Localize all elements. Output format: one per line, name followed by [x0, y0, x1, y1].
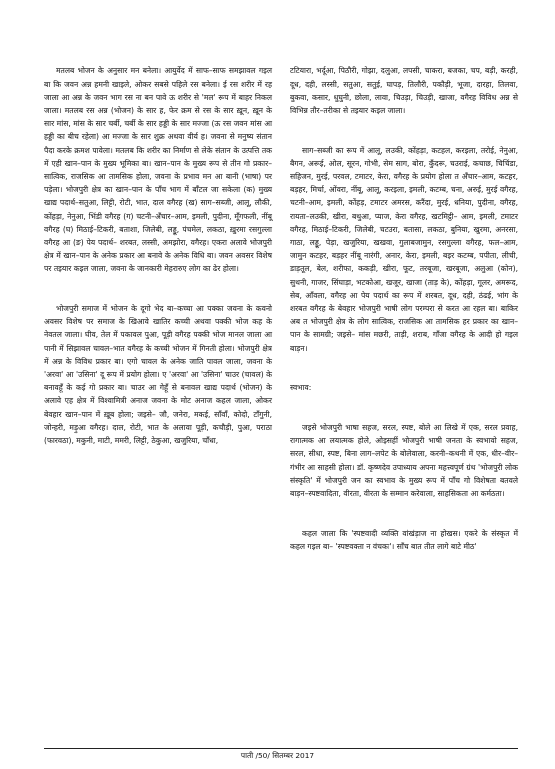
- left-column: [44, 38, 272, 474]
- section-heading: स्वभाव:: [290, 383, 312, 393]
- paragraph: टटियारा, भर्दूआ, पिठौरी, गोझा, दलुआ, लपसी, चाकरा, बजका, चप, बड़ी, करही, दूध, दही, लस्सी, सतुआ, सतुई, घापड़, तिलौरी, पकौड़ी, भूजा, दारहा, तिलवा, बुकवा, कसार, धुघुनी, छोला, लावा, चिउड़ा, चिउड़ी, खाजा, वगैरह विविध अन्न से विभिन्न तौर–तरीका से तइयार कइल जाला।: [290, 66, 518, 116]
- page-footer: पाती /50/ सितम्बर 2017: [240, 751, 315, 760]
- right-column: [290, 38, 518, 579]
- paragraph: भोजपुरी समाज में भोजन के दूगो भेद बा–कच्चा आ पक्का जवना के कवनो अवसर विशेष पर समाज के खिआवे खातिर कच्ची अथवा पक्की भोज कह के नेवतल जाला। घीव, तेल में पकावल पुआ, पूड़ी वगैरह पक्की भोज मानल जाला आ पानी में सिझावल चावल–भात वगैरह के कच्ची भोजन में गिनती होला। भोजपुरी क्षेत्र में अन्न के विविध प्रकार बा। एगो चावल के अनेक जाति पावल जाला, जवना के 'अरवा' आ 'उसिना' दू रूप में प्रयोग होला। ए 'अरवा' आ 'उसिना' चाउर (चावल) के बनावहूँ के कई गो प्रकार बा। चाउर आ गेहूँ से बनावल खाद्य पदार्थ (भोजन) के अलावे एह क्षेत्र में विश्वामित्री अनाज जवना के मोट अनाज कहल जाला, ओकर बेवहार खान–पान में ख़ूब होला; जइसे– जौ, जनेरा, मकई, साँवाँ, कोदो, टाँगुनी, जोन्हरी, मड़ुआ वगैरह। दाल, रोटी, भात के अलावा पूड़ी, कचौड़ी, पुआ, पराठा (फारवठा), मकुनी, माटी, ममरी, लिट्टी, ठेकुआ, खजुरिया, चाँधा,: [44, 304, 272, 446]
- paragraph: मतलब भोजन के अनुसार मन बनेला। आयुर्वेद में साफ–साफ समझावल गइल बा कि जवन अन्न हमनी खाइले, ओकर सबसे पहिले रस बनेला। ई रस शरीर में रह जाला आ अन्न के जवन भाग रस ना बन पावे ऊ शरीर से 'मल' रूप में बाहर निकल जाला। मतलब रस अन्न (भोजन) के सार ह, फेर क्रम से रस के सार ख़ून, ख़ून के सार मांस, मांस के सार चर्बी, चर्बी के सार हड्डी के सार मज्जा (ऊ रस जवन मांस आ हड्डी का बीच रहेला) आ मज्जा के सार शुक्र अथवा वीर्य ह। जवना से मनुष्य संतान पैदा करके क्रमश पावेला। मतलब कि शरीर का निर्माण से लेके संतान के उत्पत्ति तक में एही खान–पान के मुख्य भूमिका बा। खान–पान के मुख्य रूप से तीन गो प्रकार–सात्विक, राजसिक आ तामसिक होला, जवना के प्रभाव मन आ बानी (भाषा) पर पड़ेला। भोजपुरी क्षेत्र का खान–पान के पाँच भाग में बाँटल जा सकेला (क) मुख्य खाद्य पदार्थ–सतुआ, लिट्टी, रोटी, भात, दाल वगैरह (ख) साग–सब्जी, आलू, लौकी, कोंहड़ा, नेनुआ, भिंडी वगैरह (ग) चटनी–अँचार–आम, इमली, पुदीना, मूँगफली, नींबू वगैरह (घ) मिठाई–टिकरी, बताशा, जिलेबी, लड्डू, पंचमेल, लकठा, ख़ुरमा रसगुल्ला वगैरह आ (ङ) पेय पदार्थ– शरबत, लस्सी, अमझोरा, वगैरह। एकरा अलावे भोजपुरी क्षेत्र में खान–पान के अनेक प्रकार आ बनावे के अनेक विधि बा। जवन अवसर विशेष पर तइयार कइल जाला, जवना के जानकारी मेहरारुए लोग का ढेर होला।: [44, 66, 272, 274]
- paragraph: जइसे भोजपुरी भाषा सहज, सरल, स्पष्ट, बोले आ लिखे में एक, सरल प्रवाह, रागात्मक आ लयात्मक होले, ओइसहीं भोजपुरी भाषी जनता के स्वभावो सहज, सरल, सीधा, स्पष्ट, बिना लाग–लपेट के बोलेवाला, करनी–कथनी में एक, धीर–वीर–गंभीर आ साहसी होला। डॉ. कृष्णदेव उपाध्याय अपना महत्त्वपूर्ण ग्रंथ 'भोजपुरी लोक संस्कृति' में भोजपुरी जन का स्वभाव के मुख्य रूप में पाँच गो विशेषता बतवले बाड़न–स्पष्टवादिता, वीरता, वीरता के सम्मान करेवाला, साहसिकता आ कर्मठता।: [290, 422, 518, 498]
- footer-rule: [44, 748, 518, 749]
- paragraph: साग–सब्जी का रूप में आलू, लउकी, कोंहड़ा, कटहल, करइला, तरोई, नेनुआ, बैगन, अरूई, ओल, सूरन, गोभी, सेम साग, बोरा, कुँदरू, चउराई, कचाछ, चिचिंडा, सहिजन, मुरई, परवल, टमाटर, केरा, वगैरह के प्रयोग होला त अँचार–आम, कटहर, बड़हर, मिर्चा, ओंवरा, नींबू, आलू, करइला, इमली, कटम्ब, चना, अरुई, मुरई वगैरह, चटनी–आम, इमली, कोंहड़, टमाटर अमरस, करैंदा, मुरई, धनिया, पुदीना, वगैरह, रायता–लउकी, खीरा, बथुआ, प्याज, केरा वगैरह, खटमिट्ठी– आम, इमली, टमाटर वगैरह, मिठाई–टिकरी, जिलेबी, चटउरा, बतासा, लकठा, बुनिया, खुरमा, अनरसा, गाठा, लड्डू, पेड़ा, खजुरिया, खखवा, गुलाबजामुन, रसगुल्ला वगैरह, फल–आम, जामुन कटहर, बड़हर नींबू नारंगी, अनार, केरा, इमली, बइर कटम्ब, पपीता, लीची, डाड़तूल, बेल, शरीफा, ककड़ी, खीरा, फूट, तरबूजा, खरबूजा, अलुआ (कोन), सुथनी, गाजर, सिंघाड़ा, भटकोआ, खजूर, खाजा (ताड़ के), कोंहड़ा, गूलर, अमरूद, सेब, आँवला, वगैरह आ पेय पदार्थ का रूप में शरबत, दूध, दही, ठंढई, भांग के शरबत वगैरह के बेवहार भोजपुरी भाषी लोग परम्परा से करत आ रहल बा। बाकिर अब त भोजपुरी क्षेत्र के लोग सात्विक, राजसिक आ तामसिक हर प्रकार का खान–पान के सामग्री; जइसे– मांस मछरी, ताड़ी, शराब, गाँजा वगैरह के आदी हो गइल बाड़न।: [290, 145, 518, 353]
- paragraph: कहल जाला कि 'स्पष्टवादी व्यक्ति वांखंड़ाज ना होखस। एकरे के संस्कृत में कहल गइल बा– 'स्पष्टवक्ता न वंचकः'। साँच बात तीत लागे बाटे मीठ': [290, 528, 518, 551]
